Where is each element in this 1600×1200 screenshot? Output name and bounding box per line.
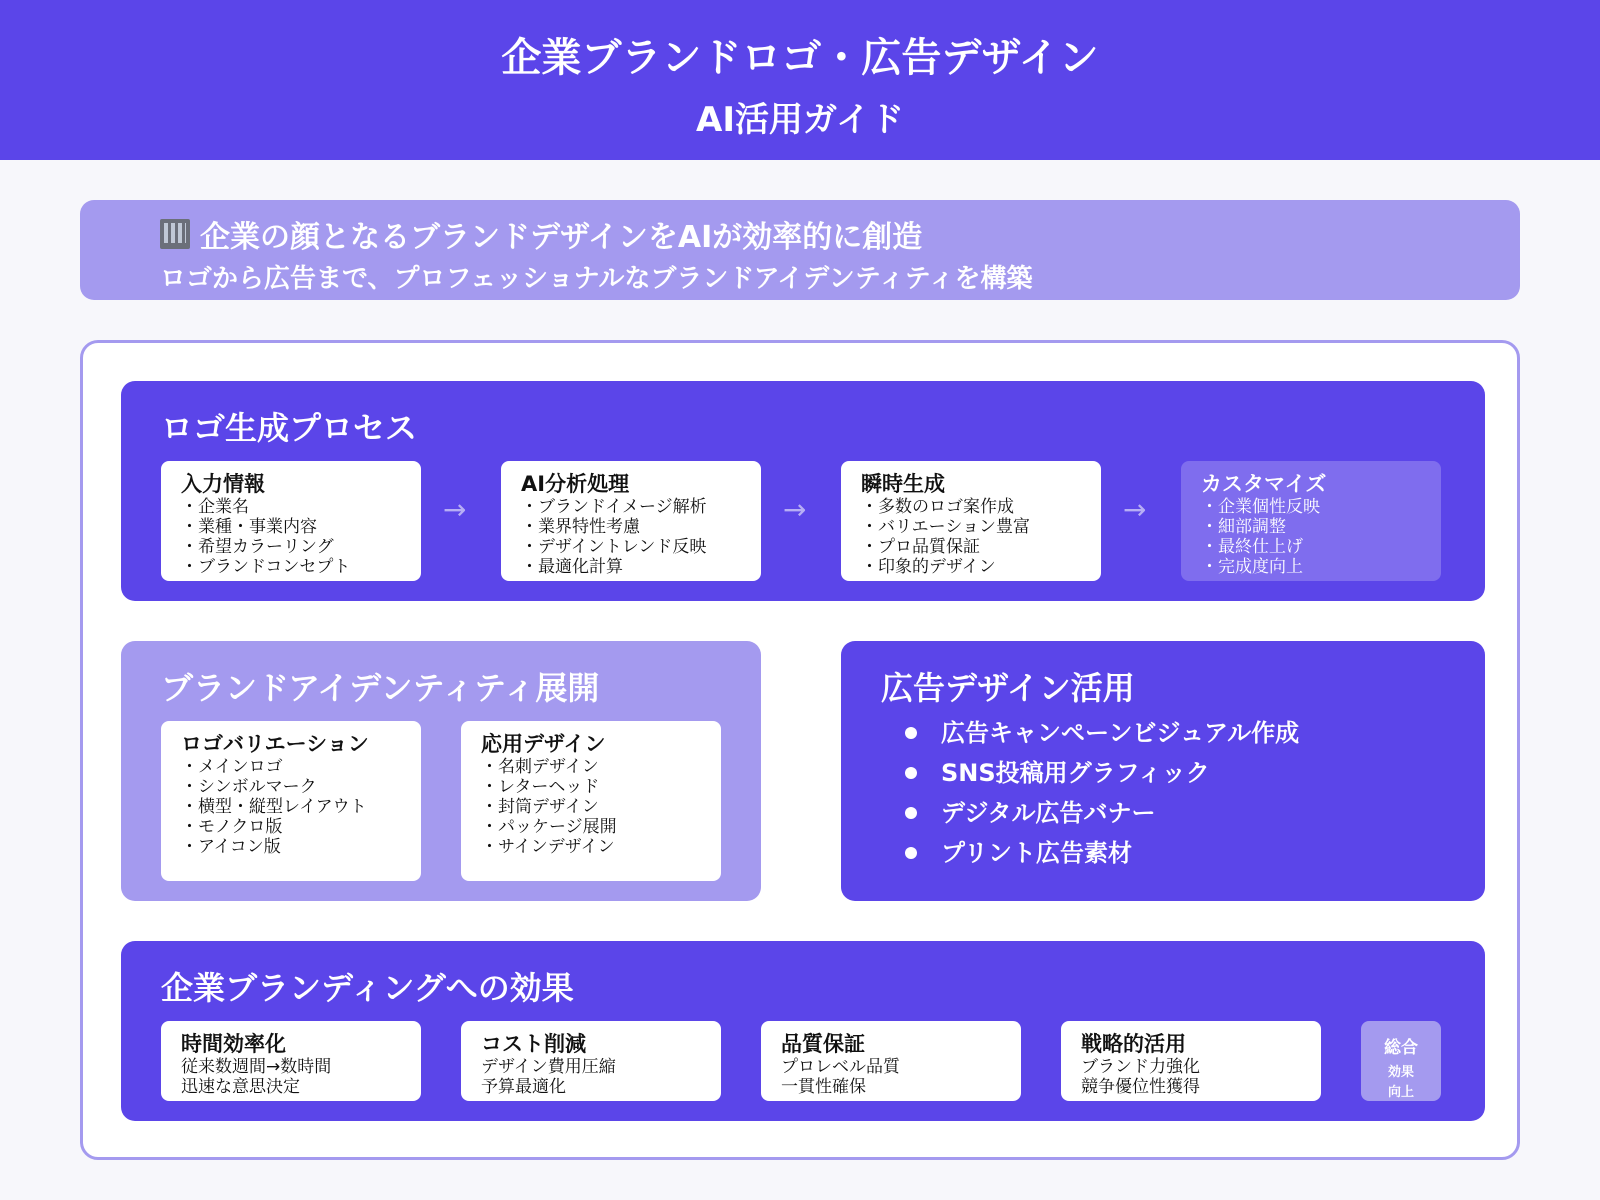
list-item	[881, 713, 1299, 753]
bullet-icon	[905, 727, 917, 739]
list-item: ・ ブランドイメージ解析	[521, 497, 741, 517]
list-item: ・ 最適化計算	[521, 557, 741, 577]
process-step-card	[161, 461, 421, 581]
list-item: ・ 横型・縦型レイアウト	[181, 797, 401, 817]
list-item-label: デジタル広告バナー	[941, 799, 1156, 827]
list-item: ・ アイコン版	[181, 837, 401, 857]
list-item	[881, 833, 1299, 873]
list-item: ・ 希望カラーリング	[181, 537, 401, 557]
banner-subline: ロゴから広告まで、プロフェッショナルなブランドアイデンティティを構築	[160, 264, 1033, 294]
list-item: ・ サインデザイン	[481, 837, 701, 857]
list-item: ・ 印象的デザイン	[861, 557, 1081, 577]
list-item: ・ 完成度向上	[1201, 557, 1421, 577]
effect-card	[1061, 1021, 1321, 1101]
card-title: 応用デザイン	[481, 732, 606, 756]
arrow-right-icon: →	[443, 493, 467, 526]
card-line: デザイン費用圧縮	[481, 1057, 616, 1077]
card-list	[181, 757, 401, 857]
list-item: ・ バリエーション豊富	[861, 517, 1081, 537]
card-line: 従来数週間→数時間	[181, 1057, 332, 1077]
list-item: ・ 業種・事業内容	[181, 517, 401, 537]
bullet-icon	[905, 847, 917, 859]
page-header	[0, 0, 1600, 160]
list-item: ・ シンボルマーク	[181, 777, 401, 797]
bullet-icon	[905, 807, 917, 819]
ad-design-section	[841, 641, 1485, 901]
card-title: 戦略的活用	[1081, 1032, 1186, 1056]
list-item: ・ 最終仕上げ	[1201, 537, 1421, 557]
list-item	[881, 793, 1299, 833]
ad-design-list	[881, 713, 1299, 873]
process-step-card	[1181, 461, 1441, 581]
logo-process-section	[121, 381, 1485, 601]
card-list	[181, 497, 401, 577]
section-title: 広告デザイン活用	[881, 669, 1135, 707]
total-line3: 向上	[1387, 1085, 1414, 1100]
card-title: 入力情報	[181, 472, 265, 496]
list-item: ・ 名刺デザイン	[481, 757, 701, 777]
section-title: ブランドアイデンティティ展開	[161, 669, 600, 707]
list-item-label: プリント広告素材	[941, 839, 1133, 867]
card-title: ロゴバリエーション	[181, 732, 369, 756]
list-item: ・ 業界特性考慮	[521, 517, 741, 537]
list-item: ・ メインロゴ	[181, 757, 401, 777]
bullet-icon	[905, 767, 917, 779]
brand-identity-section	[121, 641, 761, 901]
effect-card	[761, 1021, 1021, 1101]
section-title: 企業ブランディングへの効果	[161, 969, 574, 1007]
list-item: ・ 封筒デザイン	[481, 797, 701, 817]
card-list	[521, 497, 741, 577]
card-title: 時間効率化	[181, 1032, 286, 1056]
page-subtitle: AI活用ガイド	[696, 100, 904, 140]
list-item: ・ プロ品質保証	[861, 537, 1081, 557]
effect-card	[161, 1021, 421, 1101]
card-title: カスタマイズ	[1201, 472, 1327, 496]
list-item: ・ レターヘッド	[481, 777, 701, 797]
card-line: 予算最適化	[481, 1077, 566, 1097]
list-item: ・ ブランドコンセプト	[181, 557, 401, 577]
list-item: ・ 多数のロゴ案作成	[861, 497, 1081, 517]
list-item: ・ 企業個性反映	[1201, 497, 1421, 517]
total-line1: 総合	[1384, 1038, 1418, 1058]
card-line: 迅速な意思決定	[181, 1077, 300, 1097]
list-item: ・ 細部調整	[1201, 517, 1421, 537]
card-title: AI分析処理	[521, 472, 630, 496]
total-effect-badge	[1361, 1021, 1441, 1101]
process-step-card	[501, 461, 761, 581]
total-line2: 効果	[1387, 1065, 1414, 1080]
arrow-right-icon: →	[783, 493, 807, 526]
list-item: ・ モノクロ版	[181, 817, 401, 837]
section-title: ロゴ生成プロセス	[161, 409, 418, 447]
card-title: 瞬時生成	[861, 472, 945, 496]
card-list	[1201, 497, 1421, 577]
card-list	[861, 497, 1081, 577]
list-item: ・ 企業名	[181, 497, 401, 517]
page-title: 企業ブランドロゴ・広告デザイン	[501, 35, 1099, 81]
arrow-right-icon: →	[1123, 493, 1147, 526]
office-building-icon	[160, 219, 190, 249]
identity-card	[461, 721, 721, 881]
list-item: ・ デザイントレンド反映	[521, 537, 741, 557]
card-line: 一貫性確保	[781, 1077, 866, 1097]
card-line: プロレベル品質	[781, 1057, 900, 1077]
effect-card	[461, 1021, 721, 1101]
intro-banner	[80, 200, 1520, 300]
card-title: コスト削減	[481, 1032, 586, 1056]
list-item	[881, 753, 1299, 793]
identity-card	[161, 721, 421, 881]
list-item-label: SNS投稿用グラフィック	[941, 759, 1210, 787]
effects-section	[121, 941, 1485, 1121]
list-item: ・ パッケージ展開	[481, 817, 701, 837]
main-panel	[80, 340, 1520, 1160]
card-title: 品質保証	[781, 1032, 865, 1056]
card-list	[481, 757, 701, 857]
process-step-card	[841, 461, 1101, 581]
card-line: 競争優位性獲得	[1081, 1077, 1200, 1097]
banner-headline: 企業の顔となるブランドデザインをAIが効率的に創造	[200, 220, 923, 255]
list-item-label: 広告キャンペーンビジュアル作成	[941, 719, 1300, 747]
card-line: ブランド力強化	[1081, 1057, 1200, 1077]
banner-headline-row	[160, 212, 922, 256]
